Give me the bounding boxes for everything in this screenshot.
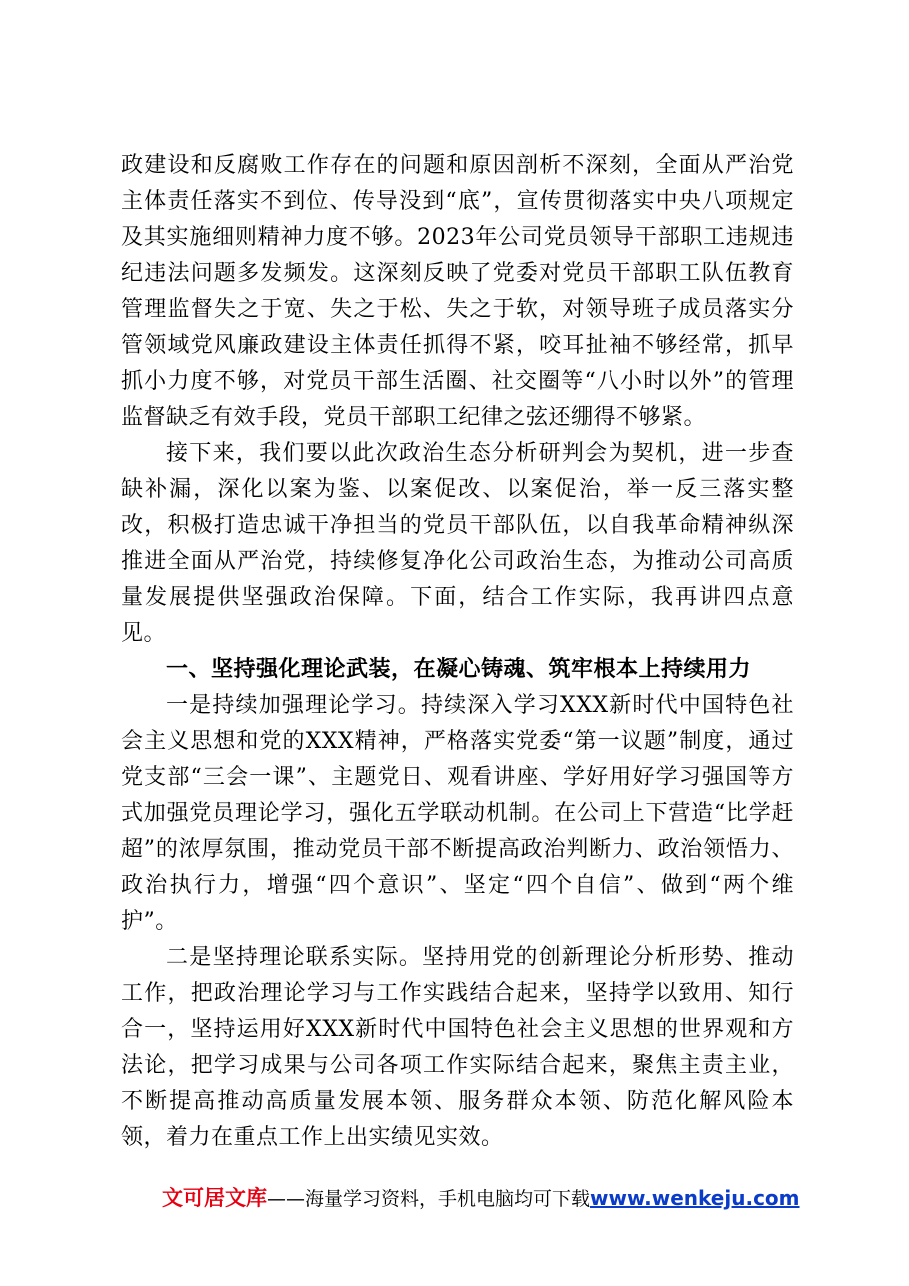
paragraph-next-steps: 接下来，我们要以此次政治生态分析研判会为契机，进一步查缺补漏，深化以案为鉴、以案促改、以案促治，举一反三落实整改，积极打造忠诚干净担当的党员干部队伍，以自我革命精神纵深推进全面从严治党，持续修复净化公司政治生态，为推动公司高质量发展提供坚强政治保障。下面，结合工作实际，我再讲四点意见。 xyxy=(121,441,794,646)
document-body xyxy=(121,148,794,1156)
footer-banner xyxy=(162,1183,800,1213)
footer-brand: 文可居文库 xyxy=(162,1186,267,1210)
footer-tagline: ——海量学习资料，手机电脑均可下载 xyxy=(267,1188,591,1210)
paragraph-theory-practice: 二是坚持理论联系实际。坚持用党的创新理论分析形势、推动工作，把政治理论学习与工作实践结合起来，坚持学以致用、知行合一，坚持运用好XXX新时代中国特色社会主义思想的世界观和方法论，把学习成果与公司各项工作实际结合起来，聚焦主责主业，不断提高推动高质量发展本领、服务群众本领、防范化解风险本领，着力在重点工作上出实绩见实效。 xyxy=(121,945,794,1150)
section-heading-1: 一、坚持强化理论武装，在凝心铸魂、筑牢根本上持续用力 xyxy=(166,657,752,682)
paragraph-theory-study: 一是持续加强理论学习。持续深入学习XXX新时代中国特色社会主义思想和党的XXX精神，严格落实党委“第一议题”制度，通过党支部“三会一课”、主题党日、观看讲座、学好用好学习强国等方式加强党员理论学习，强化五学联动机制。在公司上下营造“比学赶超”的浓厚氛围，推动党员干部不断提高政治判断力、政治领悟力、政治执行力，增强“四个意识”、坚定“四个自信”、做到“两个维护”。 xyxy=(121,693,794,934)
paragraph-continuation: 政建设和反腐败工作存在的问题和原因剖析不深刻，全面从严治党主体责任落实不到位、传导没到“底”，宣传贯彻落实中央八项规定及其实施细则精神力度不够。2023年公司党员领导干部职工违规违纪违法问题多发频发。这深刻反映了党委对党员干部职工队伍教育管理监督失之于宽、失之于松、失之于软，对领导班子成员落实分管领域党风廉政建设主体责任抓得不紧，咬耳扯袖不够经常，抓早抓小力度不够，对党员干部生活圈、社交圈等“八小时以外”的管理监督缺乏有效手段，党员干部职工纪律之弦还绷得不够紧。 xyxy=(121,153,794,430)
footer-url-link[interactable]: www.wenkeju.com xyxy=(590,1186,800,1210)
